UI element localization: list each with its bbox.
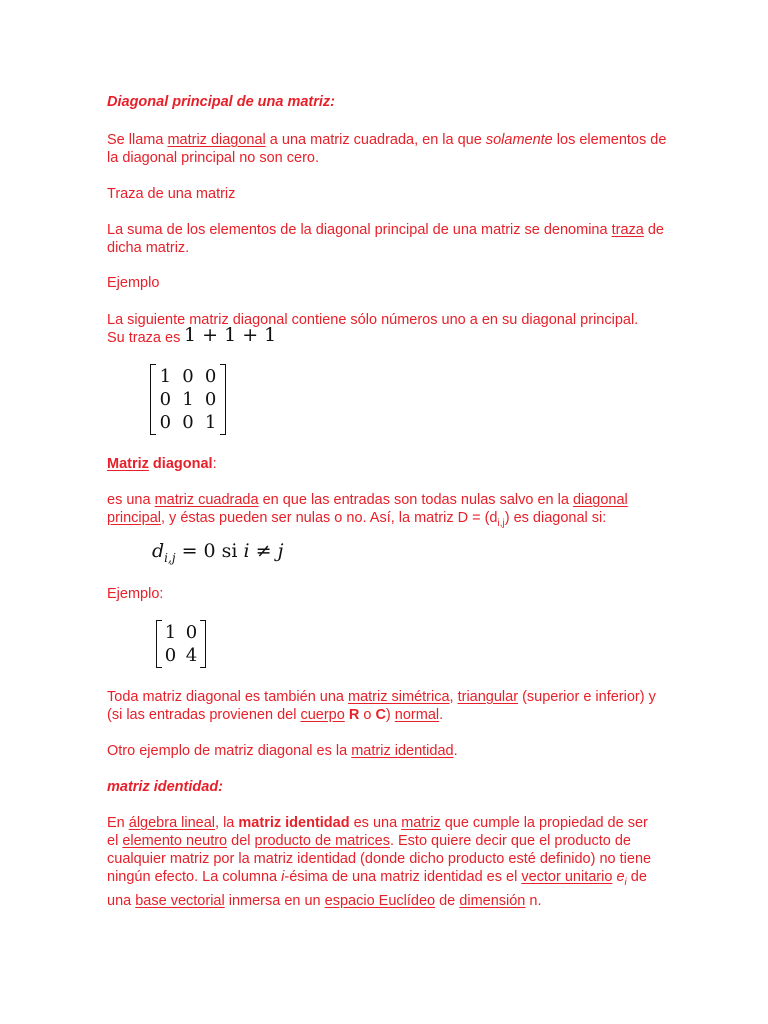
text: (superior e inferior) y (si las entradas provienen del [107,689,656,723]
link-cuerpo[interactable]: cuerpo [300,707,345,723]
matrix-cell: 1 [164,622,177,643]
text: , la [215,815,239,831]
text: a una matriz cuadrada, en la que [265,132,486,148]
text: En [107,815,129,831]
link-producto-de-matrices[interactable]: producto de matrices [254,833,390,849]
matrix-grid [154,365,222,434]
paragraph-ejemplo: Ejemplo [107,275,160,291]
text: en que las entradas son todas nulas salvo en la [258,492,573,508]
text: ) es diagonal si: [504,510,607,526]
paragraph-traza-title: Traza de una matriz [107,186,236,202]
link-matriz[interactable]: matriz [401,815,441,831]
text: es una [107,492,155,508]
text: del [227,833,255,849]
link-vector-unitario[interactable]: vector unitario [521,869,613,885]
text: Se llama [107,132,168,148]
matrix-cell: 4 [185,645,198,666]
matrix-cell: 0 [159,389,172,410]
section-title-diagonal-principal: Diagonal principal de una matriz: [107,94,336,110]
italic-e: e [616,869,625,885]
paragraph-properties [107,688,667,724]
link-traza[interactable]: traza [611,222,644,238]
italic-i: i [281,869,285,885]
matrix-cell: 0 [204,366,217,387]
text: de una [107,869,647,909]
paragraph-identity-definition [107,814,662,910]
bold-matriz-identidad: matriz identidad [238,815,350,831]
link-matriz-simetrica[interactable]: matriz simétrica [348,689,450,705]
matrix-cell: 0 [182,366,194,387]
link-matriz-identidad[interactable]: matriz identidad [351,743,454,759]
link-base-vectorial[interactable]: base vectorial [135,892,225,909]
text: o [359,707,376,723]
text: , [449,689,458,705]
math-text: ≠ [249,540,278,562]
text: : [212,456,217,472]
subscript: i,j [497,517,505,529]
link-algebra-lineal[interactable]: álgebra lineal [128,815,216,831]
text: -ésima de una matriz identidad es el [284,869,522,885]
text: Toda matriz diagonal es también una [107,689,349,705]
bold-r: R [348,707,360,723]
matrix-cell: 0 [185,622,198,643]
text: n. [525,892,542,909]
matrix-cell: 1 [159,366,172,387]
math-subscript: i,j [164,550,176,565]
text: los elementos de la diagonal principal no son cero. [107,132,667,166]
text: . [439,707,444,723]
matrix-cell: 0 [182,412,194,433]
matrix-grid [160,621,202,667]
text: de dicha matriz. [107,222,665,256]
text: La suma de los elementos de la diagonal principal de una matriz se denomina [107,222,612,238]
link-espacio-euclideo[interactable]: espacio Euclídeo [324,892,436,909]
trace-expression: 1 + 1 + 1 [184,324,277,346]
bold-diagonal: diagonal [148,456,213,472]
section-title-matriz-diagonal [107,455,667,473]
text: La siguiente matriz diagonal contiene sólo números uno a en su diagonal principal. [107,312,639,328]
text: ) [385,707,395,723]
text: . [453,743,458,759]
section-title-matriz-identidad: matriz identidad: [107,779,224,795]
link-matriz-diagonal[interactable]: matriz diagonal [167,132,266,148]
bold-c: C [375,707,386,723]
link-diagonal-principal[interactable]: diagonal principal [107,492,628,526]
matrix-cell: 0 [164,645,177,666]
paragraph-definition [107,131,667,167]
paragraph-traza-definition [107,221,667,257]
link-dimension[interactable]: dimensión [459,892,526,909]
identity-matrix-3x3 [150,364,226,435]
matrix-cell: 1 [182,389,194,410]
matrix-cell: 0 [159,412,172,433]
text: que cumple la propiedad de ser el [107,815,648,849]
paragraph-diagonal-definition [107,491,667,533]
math-text: = 0 si [175,540,244,562]
math-symbol: d [152,540,165,562]
link-matriz-cuadrada[interactable]: matriz cuadrada [154,492,259,508]
italic-solamente: solamente [485,132,553,148]
text: , y éstas pueden ser nulas o no. Así, la matriz D = (d [161,510,498,526]
text: de [435,892,460,909]
math-symbol: j [277,540,284,562]
diagonal-condition-formula [152,540,284,565]
link-elemento-neutro[interactable]: elemento neutro [122,833,228,849]
paragraph-ejemplo-2: Ejemplo: [107,586,164,602]
paragraph-identity-example [107,742,667,760]
matrix-cell: 1 [204,412,217,433]
link-normal[interactable]: normal [394,707,440,723]
text: inmersa en un [224,892,325,909]
link-triangular[interactable]: triangular [457,689,519,705]
matrix-cell: 0 [204,389,217,410]
text: es una [349,815,402,831]
diagonal-matrix-2x2 [156,620,206,668]
subscript: i [624,876,627,888]
text: Su traza es [107,330,181,346]
link-matriz[interactable]: Matriz [107,456,149,472]
math-symbol: i [243,540,250,562]
text: . Esto quiere decir que el producto de cualquier matriz por la matriz identidad (donde dicho producto esté definido) no tiene ningún efecto. La columna [107,833,652,885]
text: Otro ejemplo de matriz diagonal es la [107,743,352,759]
